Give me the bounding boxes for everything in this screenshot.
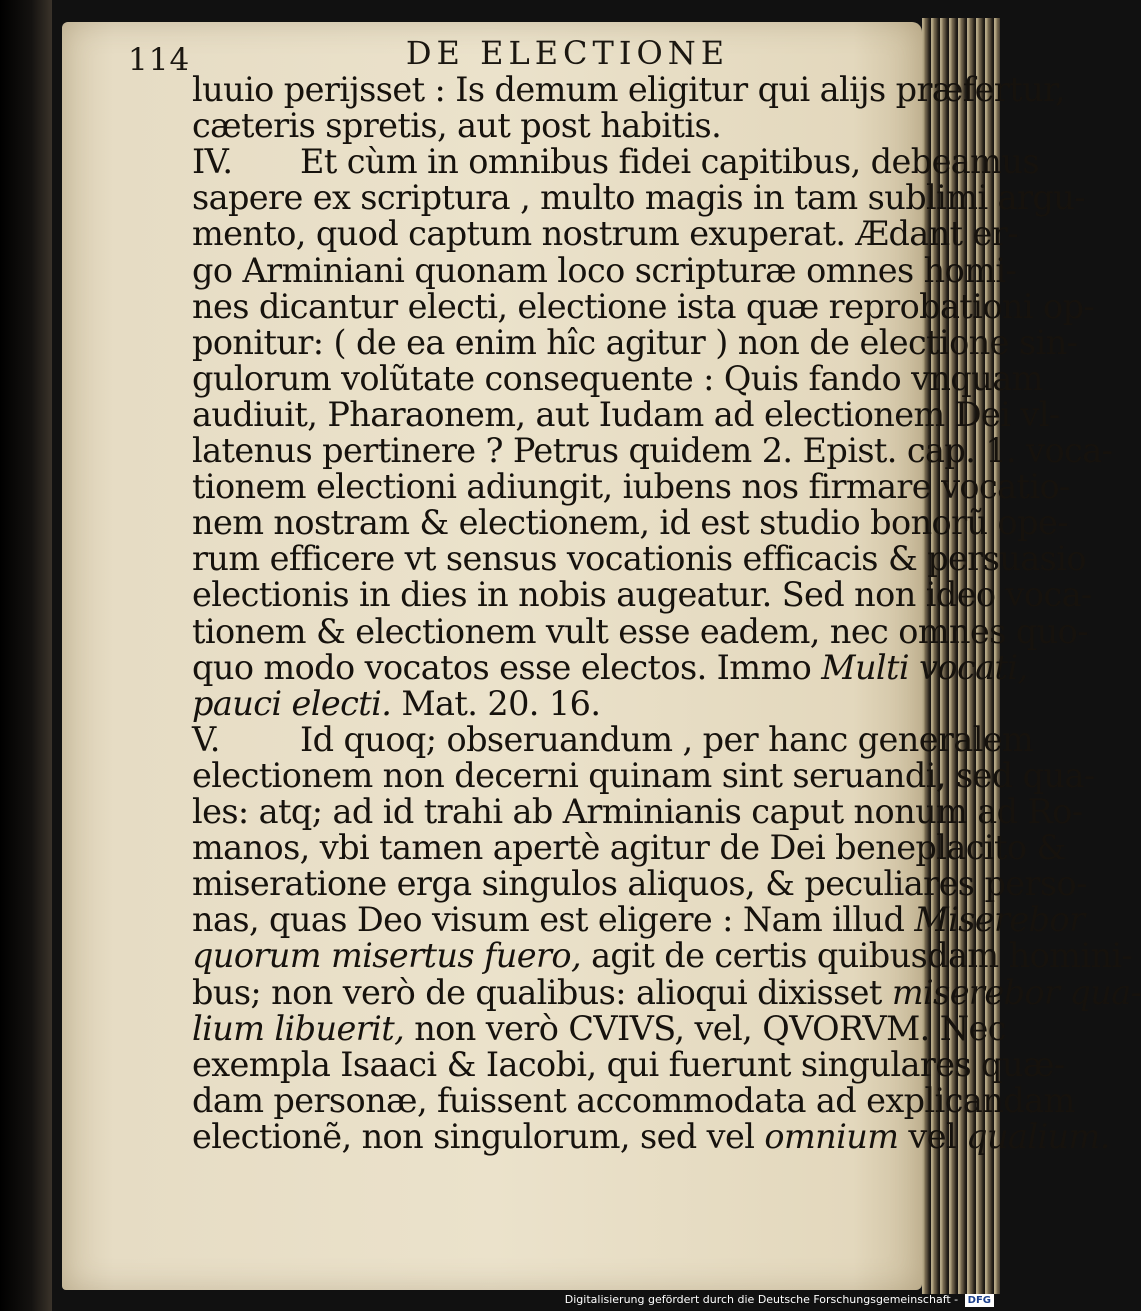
line-text: luuio perijsset : Is demum eligitur qui alijs præfertur, bbox=[192, 70, 1065, 109]
line-text: manos, vbi tamen apertè agitur de Dei beneplacito & bbox=[192, 828, 1066, 868]
text-line bbox=[192, 828, 1066, 868]
italic-phrase: Miserebor bbox=[914, 900, 1085, 940]
text-line bbox=[192, 936, 1133, 976]
line-text: electionẽ, non singulorum, sed vel bbox=[192, 1116, 765, 1156]
text-line bbox=[192, 611, 1088, 651]
credit-text: Digitalisierung gefördert durch die Deutsche Forschungsgemeinschaft - bbox=[564, 1293, 959, 1306]
italic-phrase: pauci electi. bbox=[192, 683, 392, 723]
text-line bbox=[192, 214, 1018, 254]
line-text: dam personæ, fuissent accommodata ad explicandam bbox=[192, 1080, 1075, 1120]
line-text: gulorum volũtate consequente : Quis fando vnquam bbox=[192, 358, 1043, 398]
text-line bbox=[192, 864, 1087, 904]
line-text: electionem non decerni quinam sint seruandi, sed qua- bbox=[192, 755, 1095, 795]
text-line bbox=[192, 286, 1095, 326]
text-line bbox=[192, 647, 1028, 687]
line-text: Et cùm in omnibus fidei capitibus, debeamus bbox=[300, 142, 1039, 182]
text-line bbox=[192, 503, 1068, 543]
line-text: electionis in dies in nobis augeatur. Sed non ideo voca- bbox=[192, 575, 1092, 615]
line-text: vel bbox=[898, 1116, 967, 1156]
section-number: V. bbox=[192, 719, 220, 759]
line-text: non verò CVIVS, vel, QVORVM. Nec bbox=[404, 1008, 1006, 1048]
line-text: sapere ex scriptura , multo magis in tam sublimi argu- bbox=[192, 178, 1085, 218]
running-head: DE ELECTIONE bbox=[405, 34, 730, 72]
text-line bbox=[192, 178, 1085, 218]
line-text: tionem & electionem vult esse eadem, nec omnes quo- bbox=[192, 611, 1088, 651]
text-line bbox=[192, 467, 1070, 507]
line-text: nas, quas Deo visum est eligere : Nam illud bbox=[192, 900, 915, 940]
book-spine bbox=[0, 0, 52, 1311]
text-line bbox=[192, 1044, 1065, 1084]
text-line bbox=[192, 972, 1141, 1012]
page-number: 114 bbox=[128, 42, 191, 78]
text-line bbox=[192, 70, 1065, 109]
line-text: exempla Isaaci & Iacobi, qui fuerunt singulares quæ- bbox=[192, 1044, 1065, 1084]
line-text: Id quoq; obseruandum , per hanc generalem bbox=[300, 719, 1034, 759]
italic-phrase: qualium. bbox=[966, 1116, 1110, 1156]
line-text: latenus pertinere ? Petrus quidem 2. Epist. cap. 1. voca- bbox=[192, 431, 1113, 470]
text-line bbox=[192, 1080, 1075, 1120]
line-text: cæteris spretis, aut post habitis. bbox=[192, 106, 722, 146]
line-text: nem nostram & electionem, id est studio bonorũ ope- bbox=[192, 503, 1068, 543]
line-text: agit de certis quibusdam homini- bbox=[581, 936, 1133, 976]
line-text: nes dicantur electi, electione ista quæ reprobationi op- bbox=[192, 286, 1095, 326]
line-text: go Arminiani quonam loco scripturæ omnes homi- bbox=[192, 250, 1017, 290]
line-text: ponitur: ( de ea enim hîc agitur ) non de electione sin- bbox=[192, 322, 1078, 362]
line-text: bus; non verò de qualibus: alioqui dixisset bbox=[192, 972, 892, 1012]
section-number: IV. bbox=[192, 142, 233, 182]
italic-phrase: omnium bbox=[764, 1116, 899, 1156]
line-text: Mat. 20. 16. bbox=[391, 683, 601, 723]
dfg-logo: DFG bbox=[965, 1294, 994, 1307]
text-line bbox=[192, 575, 1092, 615]
line-text: tionem electioni adiungit, iubens nos firmare vocatio- bbox=[192, 467, 1070, 507]
text-line bbox=[192, 142, 1039, 182]
text-line bbox=[192, 358, 1043, 398]
text-line bbox=[192, 431, 1113, 470]
line-text: quo modo vocatos esse electos. Immo bbox=[192, 647, 822, 687]
text-line bbox=[192, 108, 916, 144]
text-line bbox=[192, 539, 1086, 579]
digitization-credit bbox=[565, 1293, 994, 1307]
line-text: mento, quod captum nostrum exuperat. Ædant er- bbox=[192, 214, 1018, 254]
text-line bbox=[192, 755, 1095, 795]
text-line bbox=[192, 394, 1060, 434]
text-line bbox=[192, 683, 916, 723]
line-text: les: atq; ad id trahi ab Arminianis caput nonum ad Ro- bbox=[192, 792, 1083, 831]
line-text: miseratione erga singulos aliquos, & peculiares perso- bbox=[192, 864, 1087, 904]
text-line bbox=[192, 322, 1078, 362]
line-text: audiuit, Pharaonem, aut Iudam ad electionem Dei vl- bbox=[192, 394, 1060, 434]
italic-phrase: Multi vocati, bbox=[821, 647, 1028, 687]
line-text: rum efficere vt sensus vocationis efficacis & persuasio bbox=[192, 539, 1086, 579]
text-line bbox=[192, 250, 1017, 290]
italic-phrase: quorum misertus fuero, bbox=[192, 936, 582, 976]
text-line bbox=[192, 900, 1085, 940]
text-line bbox=[192, 719, 1034, 759]
text-line bbox=[192, 792, 1083, 831]
text-line bbox=[192, 1116, 1110, 1156]
italic-phrase: miserebor qua- bbox=[891, 972, 1141, 1012]
italic-phrase: lium libuerit, bbox=[192, 1008, 405, 1048]
text-line bbox=[192, 1008, 1006, 1048]
